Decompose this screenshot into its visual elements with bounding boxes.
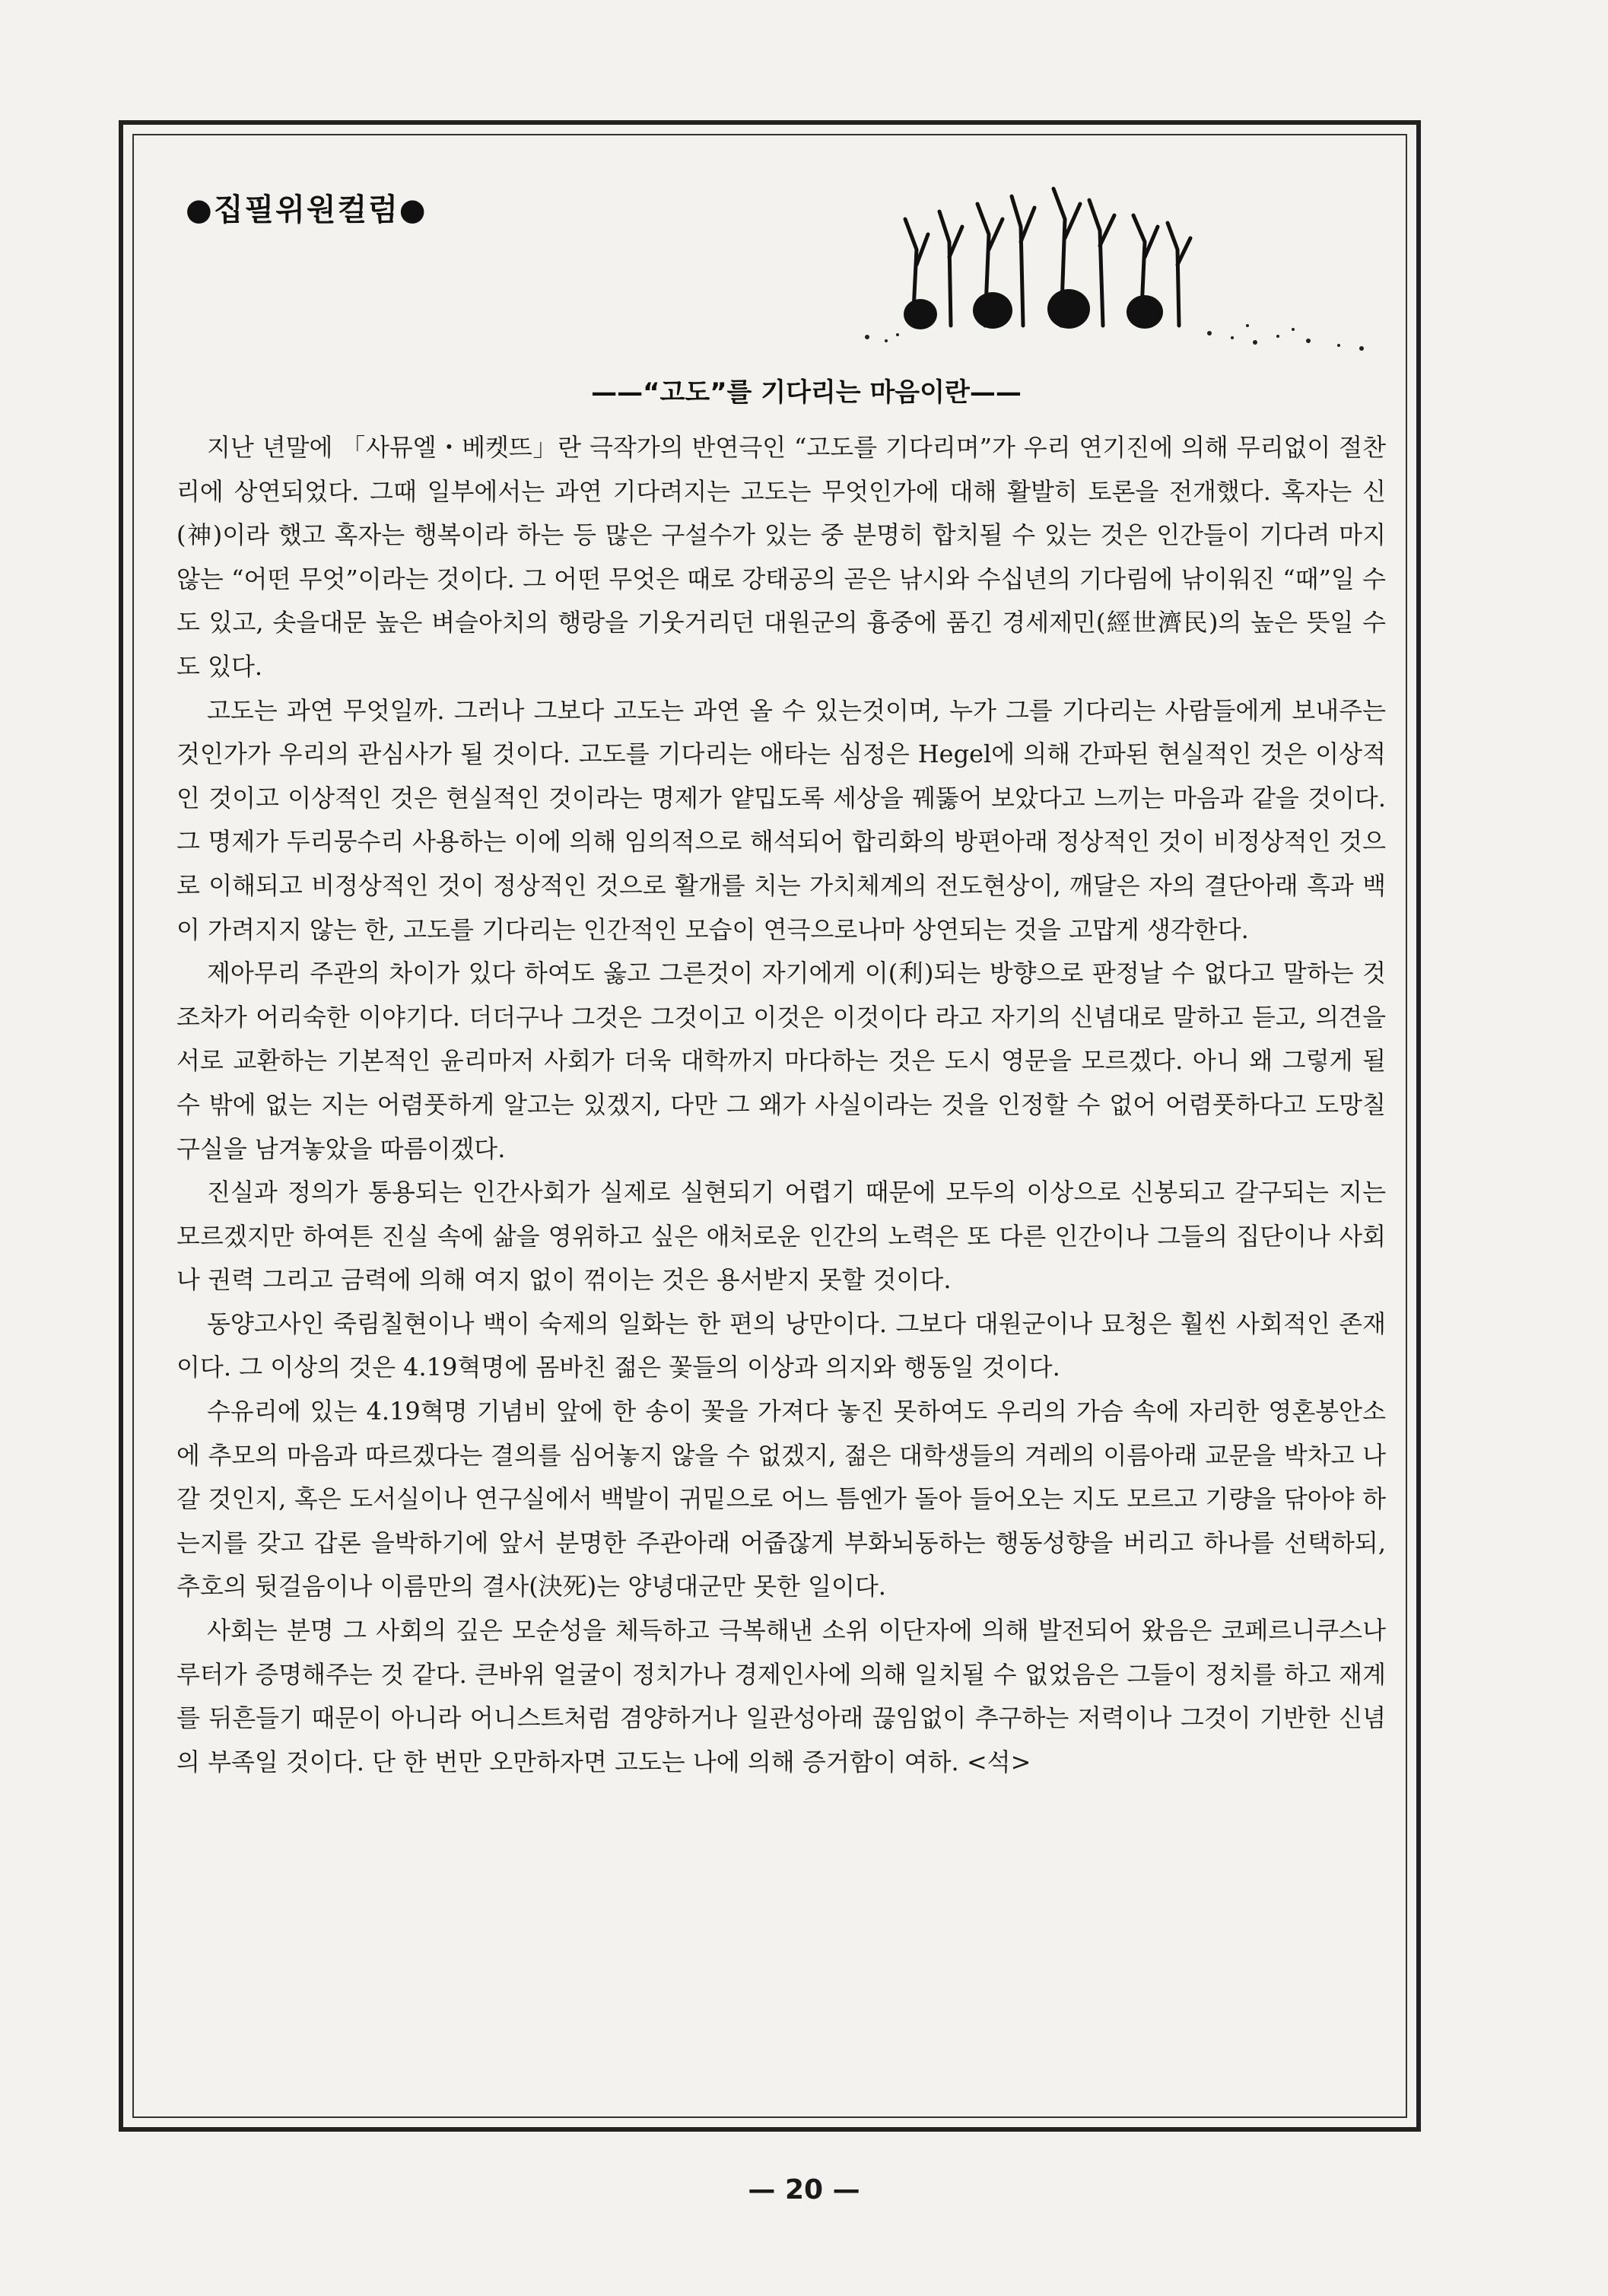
article-title: ——“고도”를 기다리는 마음이란——: [591, 377, 1022, 408]
paragraph: 제아무리 주관의 차이가 있다 하여도 옳고 그른것이 자기에게 이(利)되는 방향으로 판정날 수 없다고 말하는 것 조차가 어리숙한 이야기다. 더더구나 그것은 그것이고 이것은 이것이다 라고 자기의 신념대로 말하고 듣고, 의견을 서로 교환하는 기본적인 윤리마저 사회가 더욱 대학까지 마다하는 것은 도시 영문을 모르겠다. 아니 왜 그렇게 될 수 밖에 없는 지는 어렴풋하게 알고는 있겠지, 다만 그 왜가 사실이라는 것을 인정할 수 없어 어렴풋하다고 도망칠 구실을 남겨놓았을 따름이겠다.: [176, 959, 1386, 1163]
paragraph: 동양고사인 죽림칠현이나 백이 숙제의 일화는 한 편의 낭만이다. 그보다 대원군이나 묘청은 훨씬 사회적인 존재이다. 그 이상의 것은 4.19혁명에 몸바친 젊은 꽃들의 이상과 의지와 행동일 것이다.: [176, 1309, 1386, 1382]
paragraph: 고도는 과연 무엇일까. 그러나 그보다 고도는 과연 올 수 있는것이며, 누가 그를 기다리는 사람들에게 보내주는 것인가가 우리의 관심사가 될 것이다. 고도를 기다리는 애타는 심정은 Hegel에 의해 간파된 현실적인 것은 이상적인 것이고 이상적인 것은 현실적인 것이라는 명제가 얕밉도록 세상을 꿰뚫어 보았다고 느끼는 마음과 같을 것이다. 그 명제가 두리뭉수리 사용하는 이에 의해 임의적으로 해석되어 합리화의 방편아래 정상적인 것이 비정상적인 것으로 이해되고 비정상적인 것이 정상적인 것으로 활개를 치는 가치체계의 전도현상이, 깨달은 자의 결단아래 흑과 백이 가려지지 않는 한, 고도를 기다리는 인간적인 모습이 연극으로나마 상연되는 것을 고맙게 생각한다.: [176, 695, 1386, 944]
paragraph: 진실과 정의가 통용되는 인간사회가 실제로 실현되기 어렵기 때문에 모두의 이상으로 신봉되고 갈구되는 지는 모르겠지만 하여튼 진실 속에 삶을 영위하고 싶은 애처로운 인간의 노력은 또 다른 인간이나 그들의 집단이나 사회나 권력 그리고 금력에 의해 여지 없이 꺾이는 것은 용서받지 못할 것이다.: [176, 1178, 1386, 1295]
article-body: [176, 426, 1386, 1784]
author-signature: <석>: [966, 1747, 1031, 1776]
trees-illustration: [852, 173, 1377, 364]
paragraph: 지난 년말에 「사뮤엘・베켓뜨」란 극작가의 반연극인 “고도를 기다리며”가 우리 연기진에 의해 무리없이 절찬리에 상연되었다. 그때 일부에서는 과연 기다려지는 고도는 무엇인가에 대해 활발히 토론을 전개했다. 혹자는 신(神)이라 했고 혹자는 행복이라 하는 등 많은 구설수가 있는 중 분명히 합치될 수 있는 것은 인간들이 기다려 마지 않는 “어떤 무엇”이라는 것이다. 그 어떤 무엇은 때로 강태공의 곧은 낚시와 수십년의 기다림에 낚이워진 “때”일 수도 있고, 솟을대문 높은 벼슬아치의 행랑을 기웃거리던 대원군의 흉중에 품긴 경세제민(經世濟民)의 높은 뜻일 수도 있다.: [176, 433, 1387, 681]
column-label: ●집필위원컬럼●: [186, 192, 427, 227]
paragraph: [176, 1609, 1386, 1784]
paragraph-text: 사회는 분명 그 사회의 깊은 모순성을 체득하고 극복해낸 소위 이단자에 의해 발전되어 왔음은 코페르니쿠스나 루터가 증명해주는 것 같다. 큰바위 얼굴이 정치가나 경제인사에 의해 일치될 수 없었음은 그들이 정치를 하고 재계를 뒤흔들기 때문이 아니라 어니스트처럼 겸양하거나 일관성아래 끊임없이 추구하는 저력이나 그것이 기반한 신념의 부족일 것이다. 단 한 번만 오만하자면 고도는 나에 의해 증거함이 여하.: [176, 1616, 1386, 1776]
page-number: — 20 —: [748, 2174, 860, 2205]
paragraph: 수유리에 있는 4.19혁명 기념비 앞에 한 송이 꽃을 가져다 놓진 못하여도 우리의 가슴 속에 자리한 영혼봉안소에 추모의 마음과 따르겠다는 결의를 심어놓지 않을 수 없겠지, 젊은 대학생들의 겨레의 이름아래 교문을 박차고 나갈 것인지, 혹은 도서실이나 연구실에서 백발이 귀밑으로 어느 틈엔가 돌아 들어오는 지도 모르고 기량을 닦아야 하는지를 갖고 갑론 을박하기에 앞서 분명한 주관아래 어줍잖게 부화뇌동하는 행동성향을 버리고 하나를 선택하되, 추호의 뒷걸음이나 이름만의 결사(決死)는 양녕대군만 못한 일이다.: [176, 1397, 1386, 1601]
